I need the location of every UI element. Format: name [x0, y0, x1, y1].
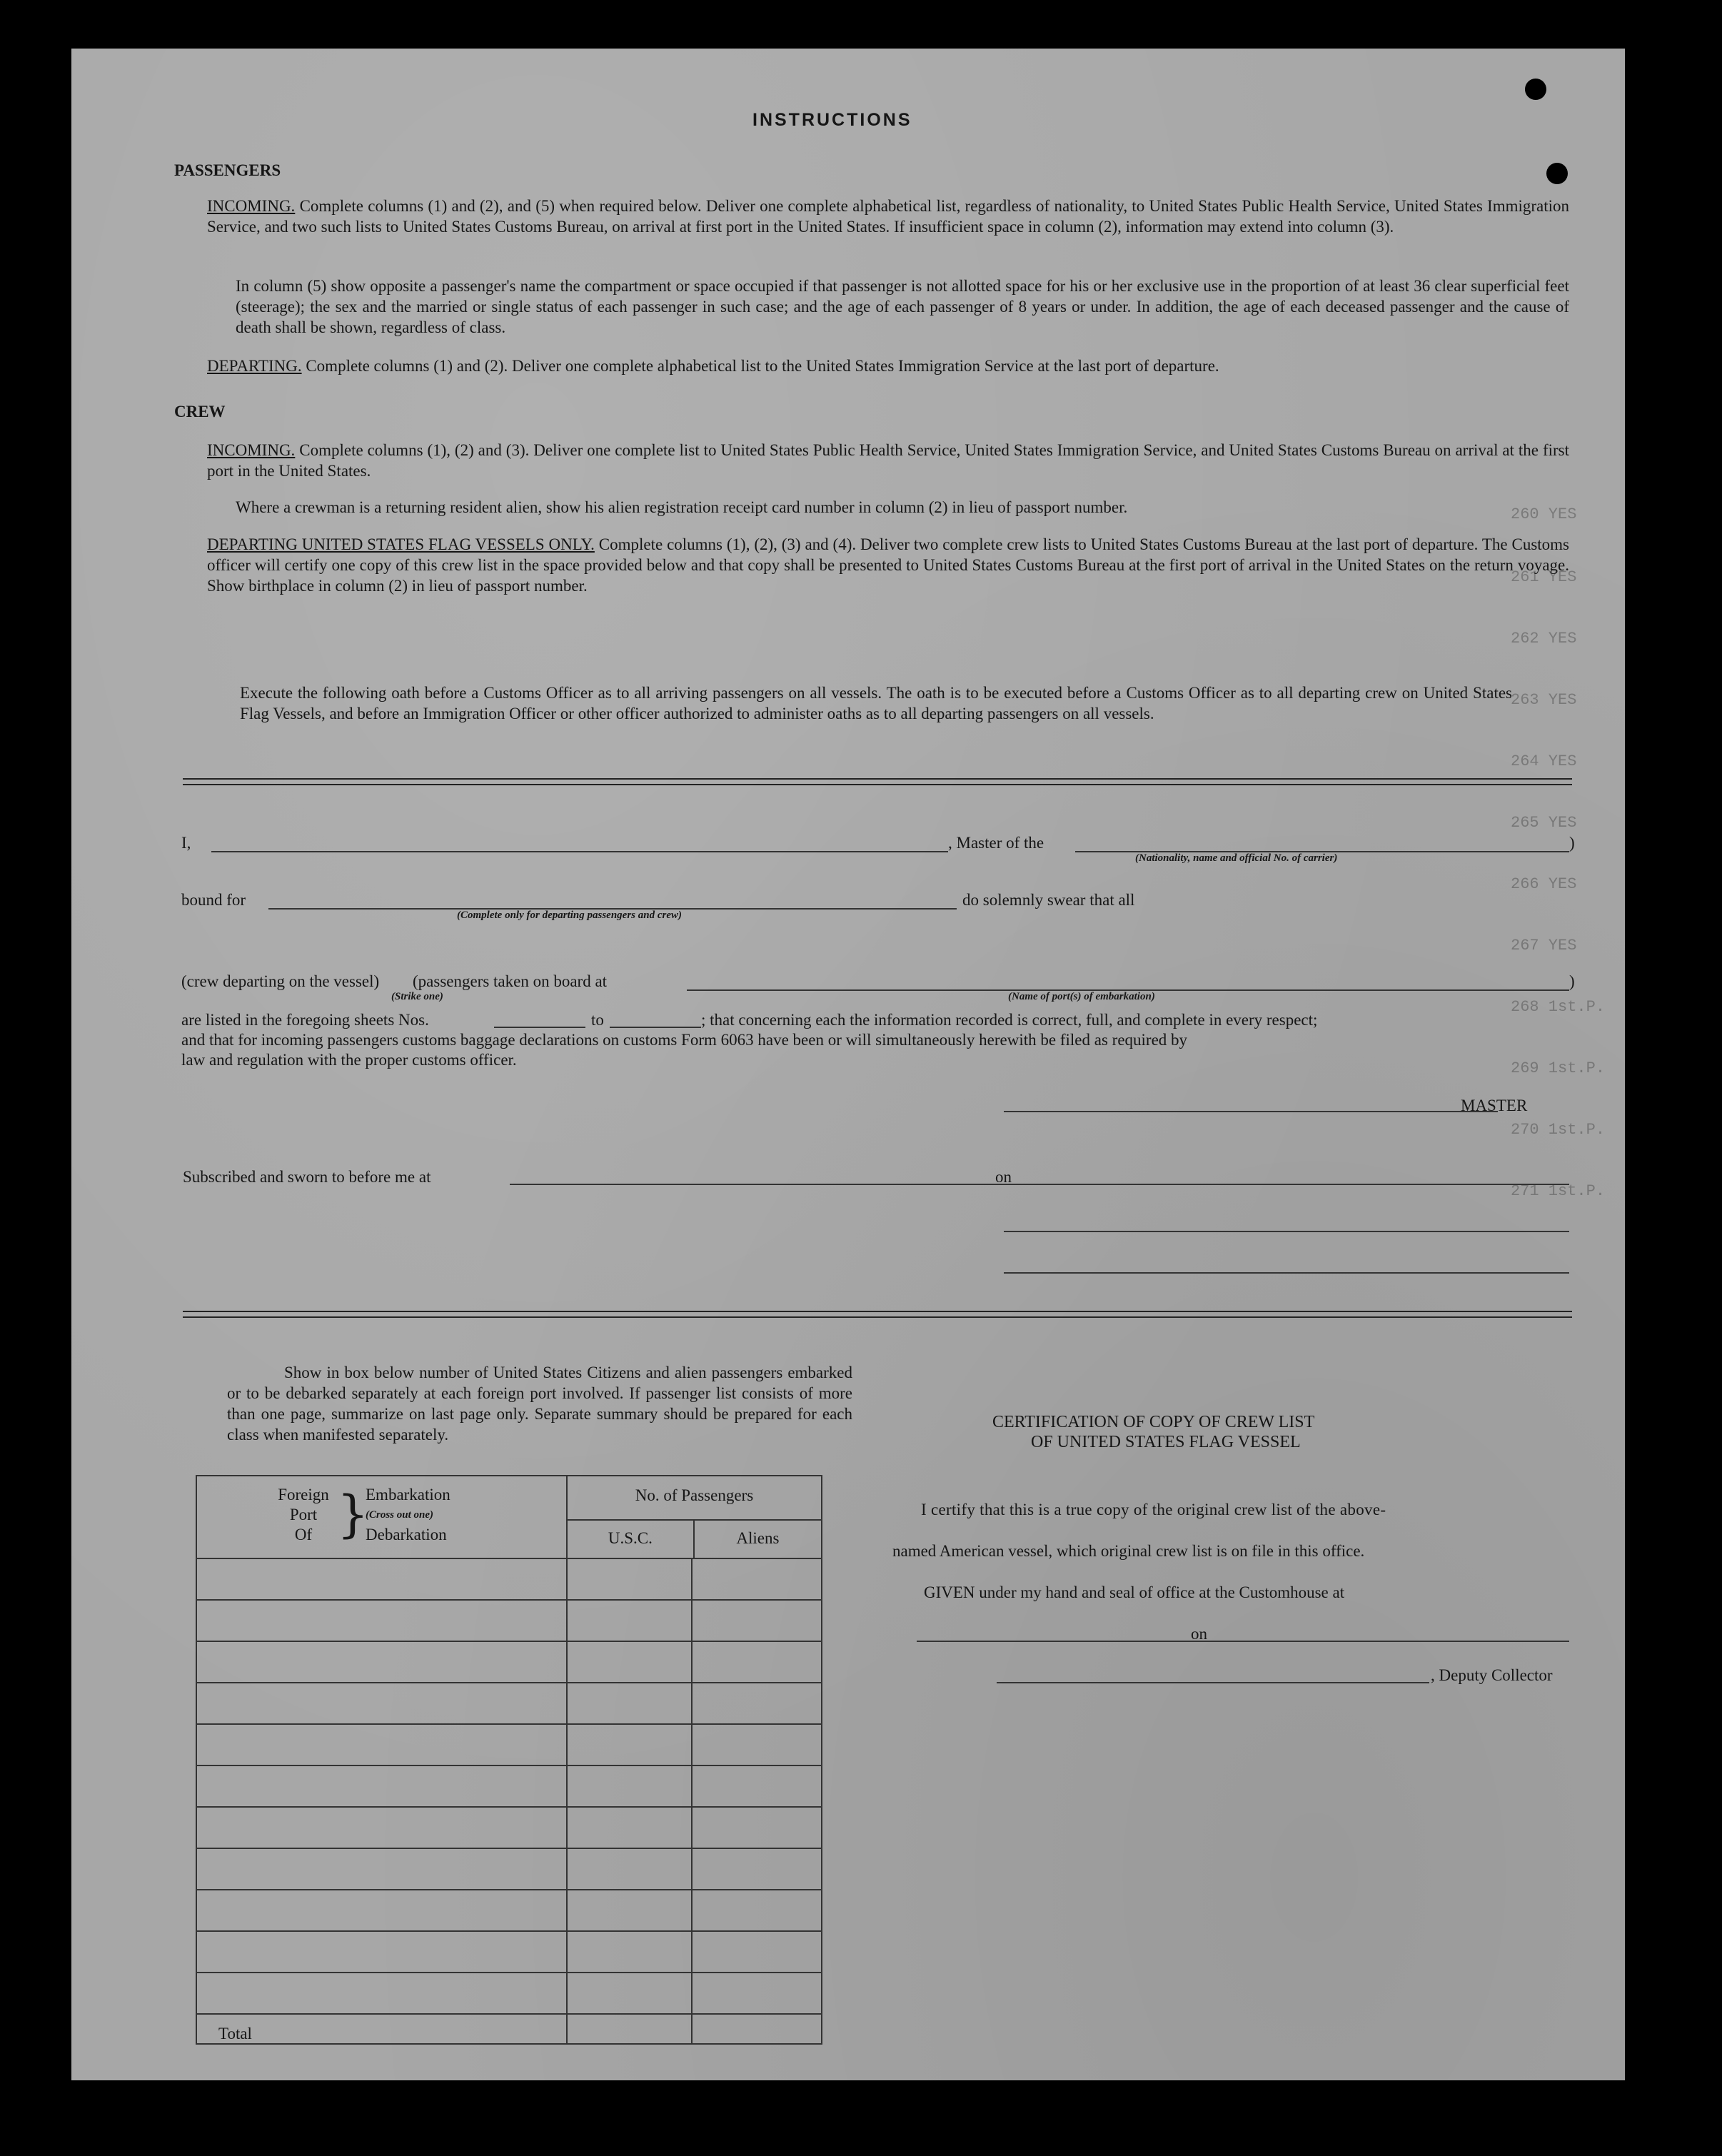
aliens-cell[interactable] [692, 1848, 822, 1890]
bleed-row-number: 270 1st.P. [1511, 1121, 1606, 1139]
certify-line2: named American vessel, which original crew list is on file in this office. [892, 1542, 1365, 1560]
crew-heading: CREW [174, 403, 226, 420]
deputy-collector-label: , Deputy Collector [1431, 1666, 1553, 1684]
table-row [196, 1890, 822, 1931]
port-cell[interactable] [196, 1724, 567, 1765]
summary-instructions: Show in box below number of United States Citizens and alien passengers embarked or to be debarked separately at each foreign port involved. If passenger list consists of more than one page, summarize on last page only. Separate summary should be prepared for each class when manifested separately. [227, 1364, 852, 1444]
crew-flag-paragraph [207, 534, 1569, 596]
given-line: GIVEN under my hand and seal of office at the Customhouse at [924, 1583, 1345, 1601]
passengers-taken-option: (passengers taken on board at [413, 972, 608, 990]
crew-incoming-text: Complete columns (1), (2) and (3). Deliver one complete list to United States Public Health Service, United States Immigration Service, and United States Customs Bureau on arrival at the first port in the United States. [207, 441, 1569, 480]
usc-cell[interactable] [567, 1931, 693, 1973]
crew-flag-text: Complete columns (1), (2), (3) and (4). Deliver two complete crew lists to United States Customs Bureau at the last port of departure. The Customs officer will certify one copy of this crew list in the space provided below and that copy shall be presented to United States Customs Bureau at the first port of arrival in the United States on the return voyage. Show birthplace in column (2) in lieu of passport number. [207, 535, 1570, 595]
column5-paragraph: In column (5) show opposite a passenger's name the compartment or space occupied if that passenger is not allotted space for his or her exclusive use in the proportion of at least 36 clear superficial feet (steerage); the sex and the married or single status of each passenger in such case; and the age of each passenger of 8 years or under. In addition, the age of each deceased passenger and the cause of death shall be shown, regardless of class. [236, 277, 1569, 336]
divider [183, 1311, 1572, 1312]
sheet-from-field[interactable] [494, 1027, 585, 1028]
aliens-cell[interactable] [692, 1973, 822, 2014]
aliens-cell[interactable] [692, 1641, 822, 1683]
brace-icon: } [337, 1485, 369, 1543]
total-usc-cell[interactable] [567, 2014, 693, 2044]
total-aliens-cell[interactable] [692, 2014, 822, 2044]
foreign-label: Foreign [278, 1486, 329, 1503]
bleed-row-number: 267 YES [1511, 937, 1577, 954]
port-cell[interactable] [196, 1973, 567, 2014]
table-row [196, 1848, 822, 1890]
carrier-hint: (Nationality, name and official No. of carrier) [1135, 852, 1338, 864]
aliens-cell[interactable] [692, 1724, 822, 1765]
passengers-departing-label: DEPARTING. [207, 357, 302, 375]
total-row [196, 2014, 822, 2044]
sheets-prefix: are listed in the foregoing sheets Nos. [181, 1011, 429, 1029]
oath-line-2: and that for incoming passengers customs baggage declarations on customs Form 6063 have been or will simultaneously herewith be filed as required by [181, 1031, 1188, 1049]
oath-intro-paragraph: Execute the following oath before a Customs Officer as to all arriving passengers on all vessels. The oath is to be executed before a Customs Officer as to all departing crew on United States Flag Vessels, and before an Immigration Officer or other officer authorized to administer oaths as to all departing passengers on all vessels. [240, 684, 1512, 722]
cross-out-hint: (Cross out one) [366, 1509, 434, 1521]
port-cell[interactable] [196, 1931, 567, 1973]
crew-resident-paragraph: Where a crewman is a returning resident alien, show his alien registration receipt card number in column (2) in lieu of passport number. [236, 498, 1128, 516]
bleed-row-number: 262 YES [1511, 630, 1577, 648]
bound-for-hint: (Complete only for departing passengers and crew) [457, 910, 682, 921]
certification-date-field[interactable] [1219, 1641, 1569, 1642]
port-label: Port [289, 1506, 318, 1523]
sworn-date-field[interactable] [1021, 1184, 1569, 1185]
sworn-on-label: on [995, 1168, 1012, 1186]
usc-cell[interactable] [567, 1765, 693, 1807]
swear-text: do solemnly swear that all [962, 891, 1135, 909]
port-cell[interactable] [196, 1683, 567, 1724]
table-row [196, 1724, 822, 1765]
port-cell[interactable] [196, 1641, 567, 1683]
close-paren: ) [1569, 972, 1575, 990]
sheet-to-field[interactable] [610, 1027, 701, 1028]
table-row [196, 1765, 822, 1807]
passengers-heading: PASSENGERS [174, 161, 281, 179]
port-cell[interactable] [196, 1807, 567, 1848]
usc-label: U.S.C. [608, 1529, 653, 1547]
master-of-the-label: , Master of the [948, 834, 1044, 852]
port-cell[interactable] [196, 1848, 567, 1890]
table-row [196, 1641, 822, 1683]
bleed-row-number: 263 YES [1511, 691, 1577, 709]
deputy-collector-field[interactable] [997, 1682, 1429, 1683]
passengers-header-cell [567, 1476, 822, 1558]
certification-on-label: on [1191, 1625, 1207, 1643]
crew-flag-label: DEPARTING UNITED STATES FLAG VESSELS ONLY. [207, 535, 595, 553]
divider [183, 1316, 1572, 1318]
embarkation-label: Embarkation [366, 1486, 450, 1503]
crew-incoming-label: INCOMING. [207, 441, 296, 459]
punch-hole-top [1525, 79, 1546, 100]
port-cell[interactable] [196, 1600, 567, 1641]
port-cell[interactable] [196, 1558, 567, 1600]
oath-i-label: I, [181, 834, 191, 852]
bleed-row-number: 261 YES [1511, 568, 1577, 586]
passengers-incoming-text: Complete columns (1) and (2), and (5) when required below. Deliver one complete alphabetical list, regardless of nationality, to United States Public Health Service, United States Immigration Service, and two such lists to United States Customs Bureau, on arrival at first port in the United States. If insufficient space in column (2), information may extend into column (3). [207, 197, 1570, 236]
crew-incoming-paragraph [207, 440, 1569, 481]
strike-one-hint: (Strike one) [391, 991, 443, 1002]
total-label-cell [196, 2014, 567, 2044]
bleed-row-number: 271 1st.P. [1511, 1182, 1606, 1200]
close-paren: ) [1569, 834, 1575, 852]
bound-for-label: bound for [181, 891, 246, 909]
usc-cell[interactable] [567, 1848, 693, 1890]
aliens-cell[interactable] [692, 1807, 822, 1848]
table-row [196, 1600, 822, 1641]
document-page [71, 49, 1625, 2080]
usc-cell[interactable] [567, 1807, 693, 1848]
master-label: MASTER [1461, 1097, 1528, 1114]
certification-title-line1: CERTIFICATION OF COPY OF CREW LIST [992, 1413, 1315, 1431]
oath-line-3: law and regulation with the proper customs officer. [181, 1051, 517, 1069]
table-header-row [196, 1476, 822, 1558]
bleed-row-number: 260 YES [1511, 505, 1577, 523]
passengers-incoming-label: INCOMING. [207, 197, 296, 215]
master-name-field[interactable] [211, 851, 948, 852]
passengers-incoming-paragraph [207, 196, 1569, 237]
bleed-row-number: 268 1st.P. [1511, 998, 1606, 1016]
usc-cell[interactable] [567, 1724, 693, 1765]
usc-cell[interactable] [567, 1600, 693, 1641]
of-label: Of [294, 1526, 313, 1543]
divider [183, 784, 1572, 785]
total-label: Total [218, 2025, 252, 2042]
aliens-cell[interactable] [692, 1890, 822, 1931]
bleed-row-number: 265 YES [1511, 814, 1577, 832]
debarkation-label: Debarkation [366, 1526, 447, 1543]
port-hint: (Name of port(s) of embarkation) [1008, 991, 1155, 1002]
port-header-cell [196, 1476, 567, 1558]
table-row [196, 1973, 822, 2014]
aliens-cell[interactable] [692, 1600, 822, 1641]
bleed-row-number: 264 YES [1511, 752, 1577, 770]
aliens-cell[interactable] [692, 1931, 822, 1973]
sheets-rest: ; that concerning each the information recorded is correct, full, and complete in every respect; [701, 1011, 1318, 1029]
usc-cell[interactable] [567, 1890, 693, 1931]
aliens-cell[interactable] [692, 1683, 822, 1724]
divider [183, 778, 1572, 780]
table-row [196, 1807, 822, 1848]
usc-cell[interactable] [567, 1641, 693, 1683]
page-title: INSTRUCTIONS [752, 110, 912, 130]
punch-hole-second [1546, 163, 1568, 184]
table-row [196, 1931, 822, 1973]
aliens-label: Aliens [736, 1529, 780, 1547]
sheets-to-label: to [591, 1011, 604, 1029]
port-cell[interactable] [196, 1765, 567, 1807]
officer-title-field[interactable] [1004, 1272, 1569, 1274]
certification-title-line2: OF UNITED STATES FLAG VESSEL [1031, 1433, 1301, 1451]
usc-cell[interactable] [567, 1683, 693, 1724]
table-row [196, 1683, 822, 1724]
port-cell[interactable] [196, 1890, 567, 1931]
no-of-passengers-label: No. of Passengers [635, 1486, 754, 1504]
sworn-place-field[interactable] [510, 1184, 1059, 1185]
passengers-departing-text: Complete columns (1) and (2). Deliver one complete alphabetical list to the United States Immigration Service at the last port of departure. [306, 357, 1219, 375]
aliens-cell[interactable] [692, 1765, 822, 1807]
crew-departing-option: (crew departing on the vessel) [181, 972, 380, 990]
master-signature-field[interactable] [1004, 1111, 1498, 1112]
aliens-cell[interactable] [692, 1558, 822, 1600]
passengers-departing-paragraph [207, 356, 1569, 376]
usc-cell[interactable] [567, 1973, 693, 2014]
table-row [196, 1558, 822, 1600]
bleed-row-number: 266 YES [1511, 875, 1577, 893]
subscribed-label: Subscribed and sworn to before me at [183, 1168, 431, 1186]
certify-line1: I certify that this is a true copy of the original crew list of the above- [921, 1501, 1386, 1518]
bleed-row-number: 269 1st.P. [1511, 1059, 1606, 1077]
usc-cell[interactable] [567, 1558, 693, 1600]
passenger-summary-table [196, 1475, 822, 2045]
officer-signature-field[interactable] [1004, 1231, 1569, 1232]
